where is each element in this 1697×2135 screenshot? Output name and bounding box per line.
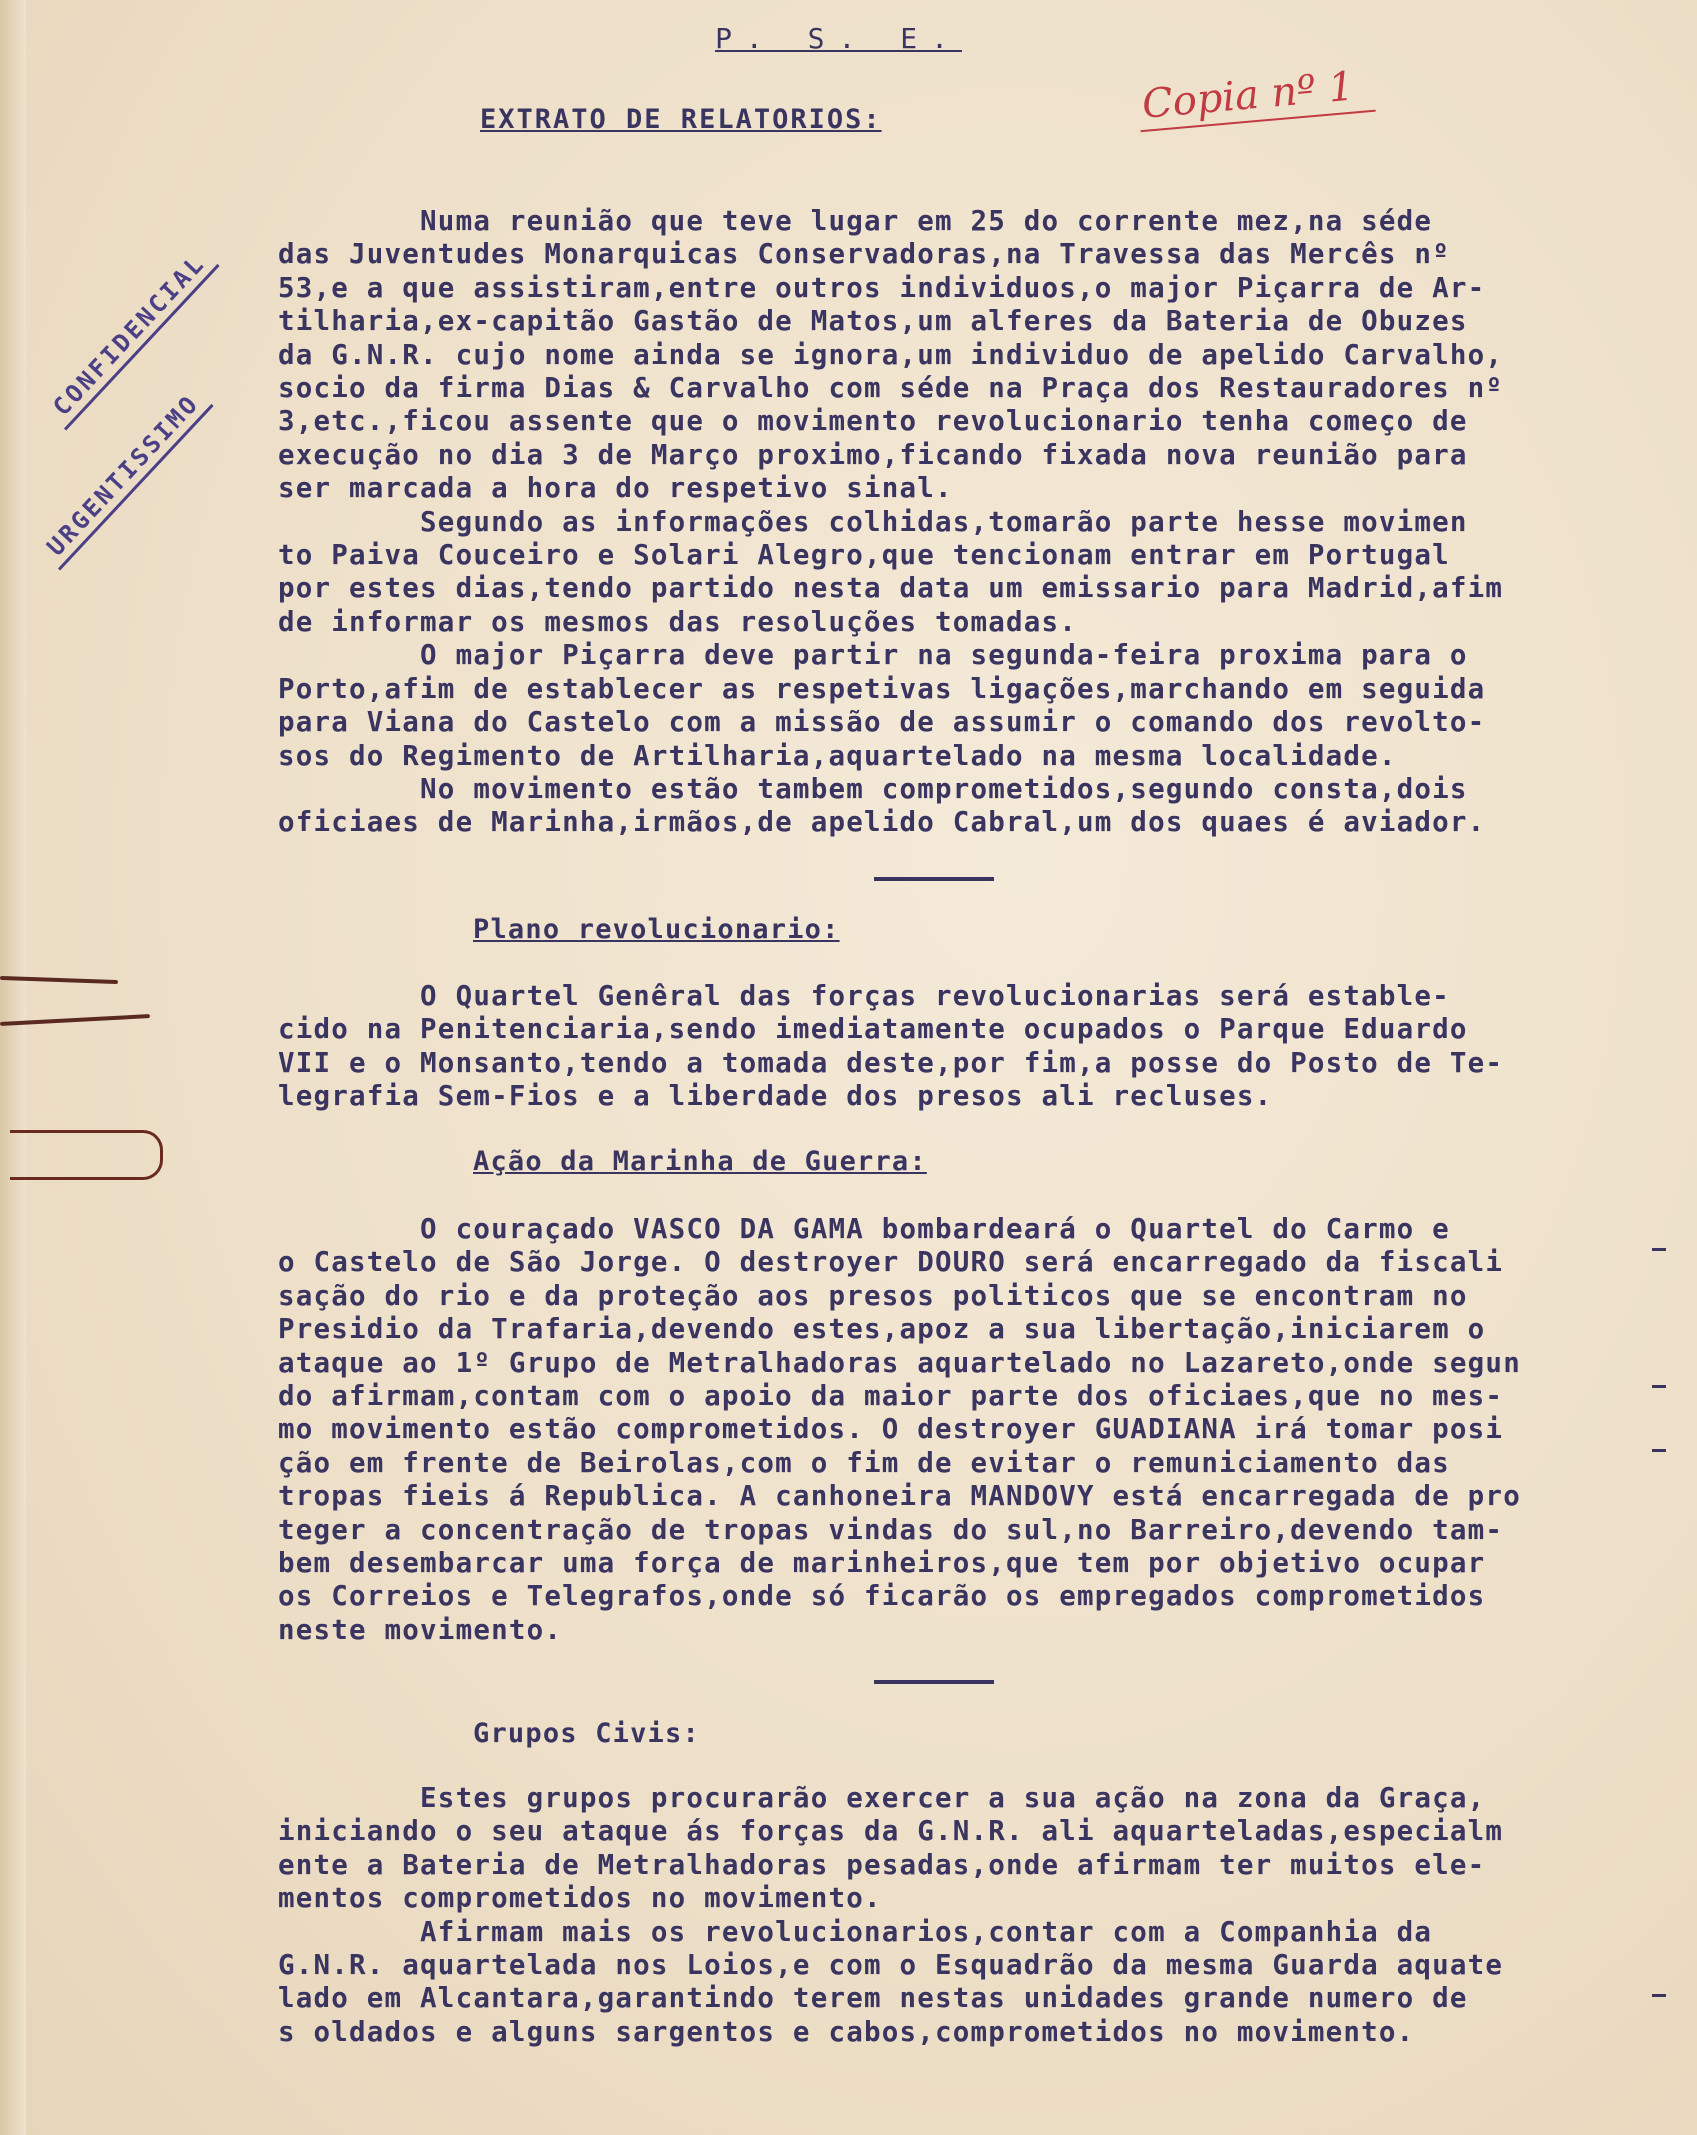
text-line: Presidio da Trafaria,devendo estes,apoz a sua libertação,iniciarem o (278, 1313, 1486, 1346)
text-line: mo movimento estão comprometidos. O destroyer GUADIANA irá tomar posi (278, 1413, 1504, 1446)
text-line: do afirmam,contam com o apoio da maior parte dos oficiaes,que no mes- (278, 1380, 1504, 1413)
urgent-stamp: URGENTISSIMO (36, 383, 214, 570)
paragraph-block-1 (278, 205, 1658, 840)
text-line: Numa reunião que teve lugar em 25 do corrente mez,na séde (278, 205, 1433, 237)
margin-tick (1652, 1248, 1666, 1251)
text-line: da G.N.R. cujo nome ainda se ignora,um individuo de apelido Carvalho, (278, 338, 1504, 371)
text-line: socio da firma Dias & Carvalho com séde na Praça dos Restauradores nº (278, 372, 1504, 405)
header-text: P. S. E. (715, 22, 962, 55)
text-line: O major Piçarra deve partir na segunda-feira proxima para o (278, 639, 1468, 672)
text-line: tilharia,ex-capitão Gastão de Matos,um alferes da Bateria de Obuzes (278, 305, 1468, 338)
text-line: s oldados e alguns sargentos e cabos,comprometidos no movimento. (278, 2015, 1415, 2048)
text-line: de informar os mesmos das resoluções tomadas. (278, 605, 1078, 638)
text-line: tropas fieis á Republica. A canhoneira MANDOVY está encarregada de pro (278, 1480, 1521, 1513)
text-line: to Paiva Couceiro e Solari Alegro,que tencionam entrar em Portugal (278, 539, 1450, 572)
paragraph-block-2 (278, 980, 1658, 1114)
text-line: execução no dia 3 de Março proximo,ficando fixada nova reunião para (278, 438, 1468, 471)
margin-tick (1652, 1385, 1666, 1388)
margin-ink-bracket (10, 1130, 163, 1180)
text-line: No movimento estão tambem comprometidos,segundo consta,dois (278, 772, 1468, 805)
text-line: O couraçado VASCO DA GAMA bombardeará o Quartel do Carmo e (278, 1213, 1450, 1245)
handwritten-copy-note: Copia nº 1 (1136, 62, 1376, 132)
text-line: sação do rio e da proteção aos presos politicos que se encontram no (278, 1279, 1468, 1312)
text-line: mentos comprometidos no movimento. (278, 1882, 882, 1915)
document-title: EXTRATO DE RELATORIOS: (480, 104, 882, 135)
text-line: Afirmam mais os revolucionarios,contar com a Companhia da (278, 1915, 1433, 1948)
page-edge (0, 0, 26, 2135)
margin-tick (1652, 1994, 1666, 1997)
text-line: ser marcada a hora do respetivo sinal. (278, 472, 953, 505)
text-line: Estes grupos procurarão exercer a sua ação na zona da Graça, (278, 1782, 1486, 1814)
text-line: sos do Regimento de Artilharia,aquartelado na mesma localidade. (278, 739, 1397, 772)
text-line: VII e o Monsanto,tendo a tomada deste,por fim,a posse do Posto de Te- (278, 1046, 1504, 1079)
paragraph-block-3 (278, 1213, 1658, 1647)
text-line: lado em Alcantara,garantindo terem nestas unidades grande numero de (278, 1982, 1468, 2015)
text-line: oficiaes de Marinha,irmãos,de apelido Cabral,um dos quaes é aviador. (278, 806, 1486, 839)
text-line: das Juventudes Monarquicas Conservadoras,na Travessa das Mercês nº (278, 238, 1450, 271)
section-title-marinha: Ação da Marinha de Guerra: (473, 1146, 927, 1177)
text-line: ente a Bateria de Metralhadoras pesadas,onde afirmam ter muitos ele- (278, 1848, 1486, 1881)
confidential-stamp: CONFIDENCIAL (42, 243, 220, 430)
text-line: teger a concentração de tropas vindas do sul,no Barreiro,devendo tam- (278, 1513, 1504, 1546)
text-line: o Castelo de São Jorge. O destroyer DOURO será encarregado da fiscali (278, 1246, 1504, 1279)
text-line: ção em frente de Beirolas,com o fim de evitar o remuniciamento das (278, 1446, 1450, 1479)
section-title-grupos: Grupos Civis: (473, 1718, 700, 1749)
text-line: Porto,afim de establecer as respetivas ligações,marchando em seguida (278, 672, 1486, 705)
text-line: Segundo as informações colhidas,tomarão parte hesse movimen (278, 505, 1468, 538)
text-line: bem desembarcar uma força de marinheiros,que tem por objetivo ocupar (278, 1547, 1486, 1580)
text-line: cido na Penitenciaria,sendo imediatamente ocupados o Parque Eduardo (278, 1013, 1468, 1046)
text-line: iniciando o seu ataque ás forças da G.N.R. ali aquarteladas,especialm (278, 1815, 1504, 1848)
text-line: 53,e a que assistiram,entre outros individuos,o major Piçarra de Ar- (278, 271, 1486, 304)
margin-tick (1652, 1449, 1666, 1452)
section-divider (874, 877, 994, 881)
text-line: legrafia Sem-Fios e a liberdade dos presos ali recluses. (278, 1080, 1273, 1113)
text-line: O Quartel Genêral das forças revolucionarias será estable- (278, 980, 1450, 1012)
paragraph-block-4 (278, 1782, 1658, 2049)
text-line: G.N.R. aquartelada nos Loios,e com o Esquadrão da mesma Guarda aquate (278, 1949, 1504, 1982)
section-title-plano: Plano revolucionario: (473, 914, 840, 945)
text-line: para Viana do Castelo com a missão de assumir o comando dos revolto- (278, 706, 1486, 739)
text-line: neste movimento. (278, 1613, 563, 1646)
section-divider (874, 1680, 994, 1684)
text-line: os Correios e Telegrafos,onde só ficarão os empregados comprometidos (278, 1580, 1486, 1613)
text-line: ataque ao 1º Grupo de Metralhadoras aquartelado no Lazareto,onde segun (278, 1346, 1521, 1379)
text-line: 3,etc.,ficou assente que o movimento revolucionario tenha começo de (278, 405, 1468, 438)
document-header (0, 22, 1697, 55)
text-line: por estes dias,tendo partido nesta data um emissario para Madrid,afim (278, 572, 1504, 605)
